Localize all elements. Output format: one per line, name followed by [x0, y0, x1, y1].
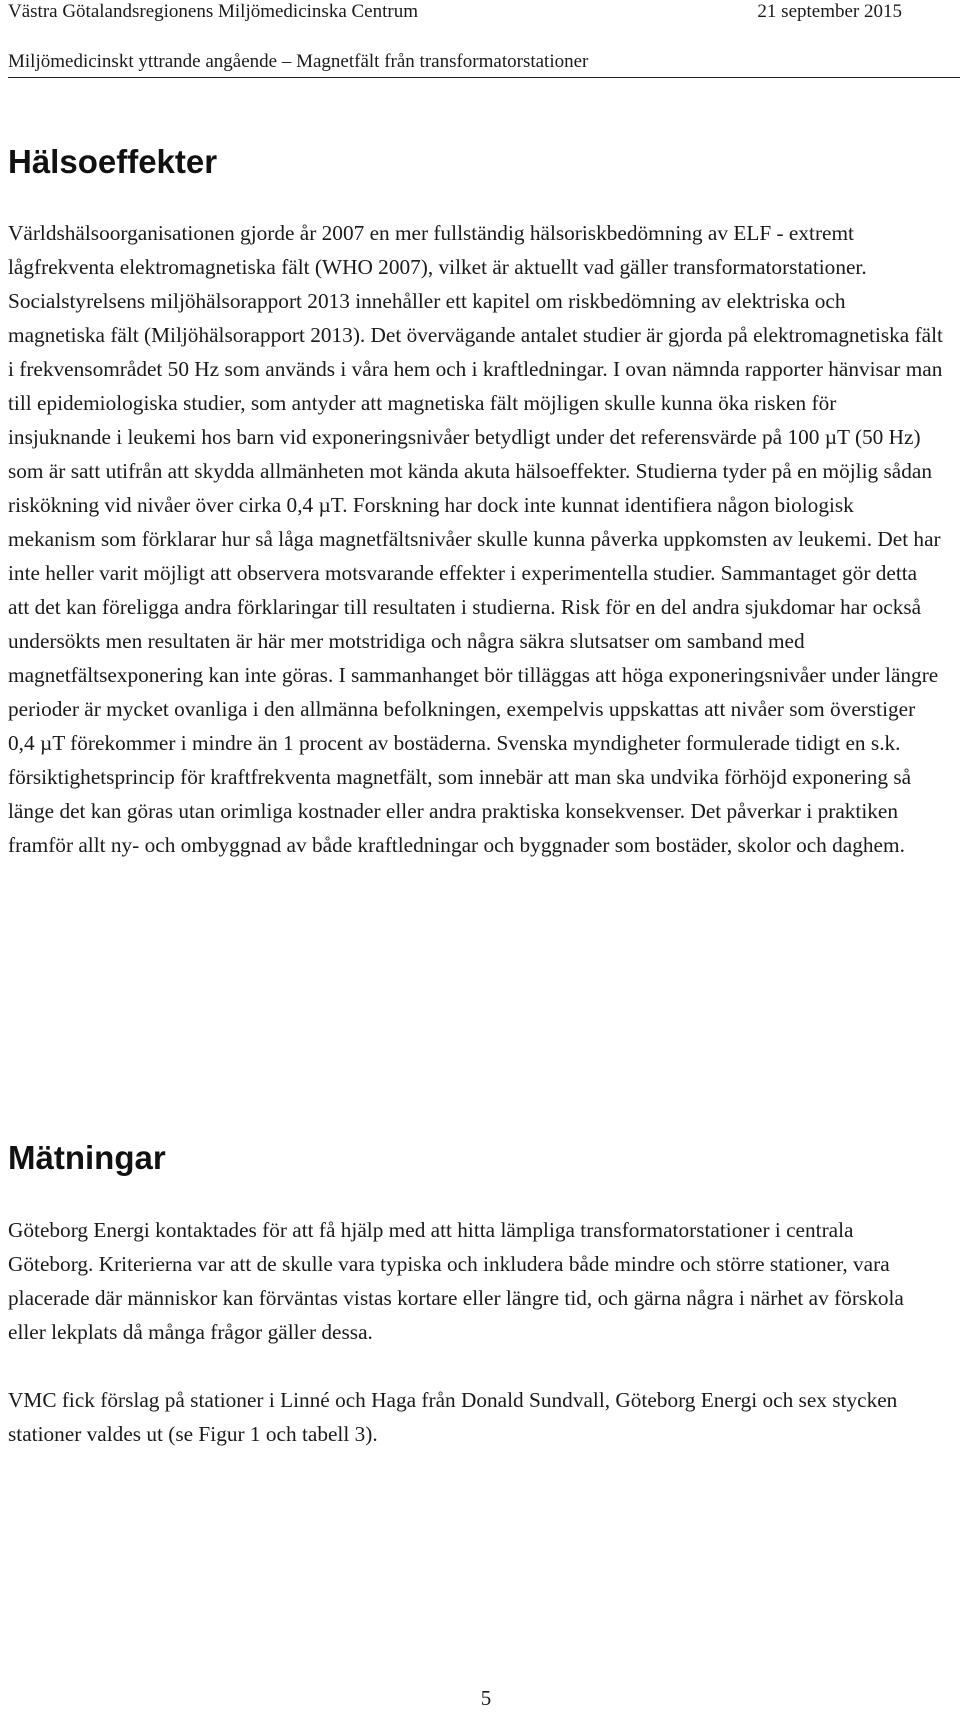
page-header — [8, 0, 960, 78]
section-heading-halsoeffekter: Hälsoeffekter — [8, 143, 218, 180]
header-organization: Västra Götalandsregionens Miljömedicinska Centrum — [8, 1, 418, 22]
header-date: 21 september 2015 — [757, 1, 902, 22]
paragraph-matningar-2: VMC fick förslag på stationer i Linné och Haga från Donald Sundvall, Göteborg Energi och sex stycken stationer valdes ut (se Figur 1 och tabell 3). — [8, 1388, 898, 1446]
paragraph-halsoeffekter: Världshälsoorganisationen gjorde år 2007 en mer fullständig hälsoriskbedömning av ELF - extremt lågfrekventa elektromagnetiska fält (WHO 2007), vilket är aktuellt vad gäller transformatorstationer. Socialstyrelsens miljöhälsorapport 2013 innehåller ett kapitel om riskbedömning av elektriska och magnetiska fält (Miljöhälsorapport 2013). Det övervägande antalet studier är gjorda på elektromagnetiska fält i frekvensområdet 50 Hz som används i våra hem och i kraftledningar. I ovan nämnda rapporter hänvisar man till epidemiologiska studier, som antyder att magnetiska fält möjligen skulle kunna öka risken för insjuknande i leukemi hos barn vid exponeringsnivåer betydligt under det referensvärde på 100 µT (50 Hz) som är satt utifrån att skydda allmänheten mot kända akuta hälsoeffekter. Studierna tyder på en möjlig sådan riskökning vid nivåer över cirka 0,4 µT. Forskning har dock inte kunnat identifiera någon biologisk mekanism som förklarar hur så låga magnetfältsnivåer skulle kunna påverka uppkomsten av leukemi. Det har inte heller varit möjligt att observera motsvarande effekter i experimentella studier. Sammantaget gör detta att det kan föreligga andra förklaringar till resultaten i studierna. Risk för en del andra sjukdomar har också undersökts men resultaten är här mer motstridiga och några säkra slutsatser om samband med magnetfältsexponering kan inte göras. I sammanhanget bör tilläggas att höga exponeringsnivåer under längre perioder är mycket ovanliga i den allmänna befolkningen, exempelvis uppskattas att nivåer som överstiger 0,4 µT förekommer i mindre än 1 procent av bostäderna. Svenska myndigheter formulerade tidigt en s.k. försiktighetsprincip för kraftfrekventa magnetfält, som innebär att man ska undvika förhöjd exponering så länge det kan göras utan orimliga kostnader eller andra praktiska konsekvenser. Det påverkar i praktiken framför allt ny- och ombyggnad av både kraftledningar och byggnader som bostäder, skolor och daghem. — [8, 221, 943, 857]
section-heading-matningar: Mätningar — [8, 1139, 166, 1176]
header-subject: Miljömedicinskt yttrande angående – Magnetfält från transformatorstationer — [8, 51, 589, 72]
paragraph-matningar-1: Göteborg Energi kontaktades för att få hjälp med att hitta lämpliga transformatorstationer i centrala Göteborg. Kriterierna var att de skulle vara typiska och inkludera både mindre och större stationer, vara placerade där människor kan förväntas vistas kortare eller längre tid, och gärna några i närhet av förskola eller lekplats då många frågor gäller dessa. — [8, 1218, 904, 1344]
page-number — [0, 1685, 960, 1711]
page-number-text: 5 — [480, 1686, 492, 1710]
